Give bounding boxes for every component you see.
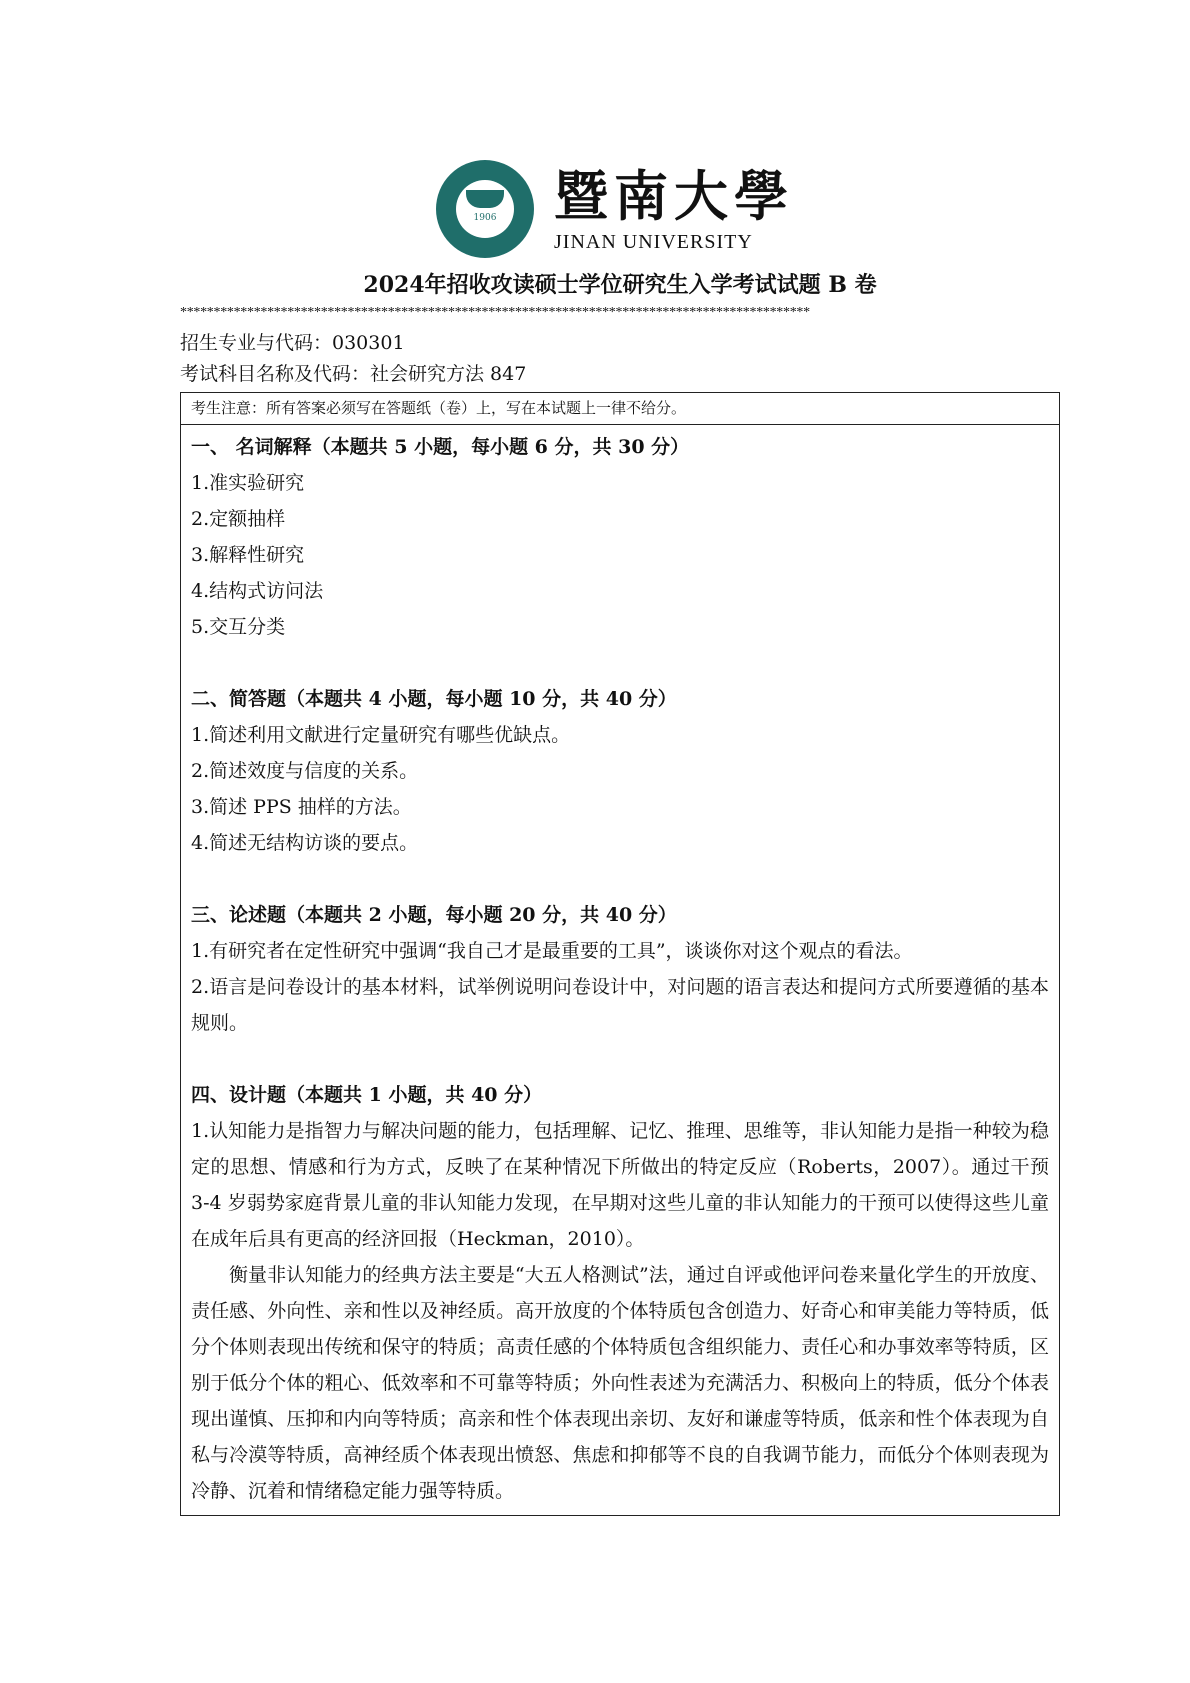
- candidate-notice: 考生注意：所有答案必须写在答题纸（卷）上，写在本试题上一律不给分。: [181, 393, 1059, 425]
- star-divider: **********************************************************************************************: [180, 305, 810, 320]
- question-item: 5.交互分类: [191, 616, 286, 638]
- question-item: 1.认知能力是指智力与解决问题的能力，包括理解、记忆、推理、思维等，非认知能力是指一种较为稳定的思想、情感和行为方式，反映了在某种情况下所做出的特定反应（Roberts，2007）。通过干预 3-4 岁弱势家庭背景儿童的非认知能力发现，在早期对这些儿童的非认知能力的干预可以使得这些儿童在成年后具有更高的经济回报（Heckman，2010）。: [191, 1120, 1049, 1250]
- logo-chinese-name: 暨南大學: [554, 164, 794, 228]
- question-item: 1.简述利用文献进行定量研究有哪些优缺点。: [191, 724, 571, 746]
- question-item: 4.结构式访问法: [191, 580, 324, 602]
- exam-title: 2024年招收攻读硕士学位研究生入学考试试题 B 卷: [363, 272, 877, 298]
- question-item: 3.解释性研究: [191, 544, 305, 566]
- question-paragraph: 衡量非认知能力的经典方法主要是“大五人格测试”法，通过自评或他评问卷来量化学生的开放度、责任感、外向性、亲和性以及神经质。高开放度的个体特质包含创造力、好奇心和审美能力等特质，低分个体则表现出传统和保守的特质；高责任感的个体特质包含组织能力、责任心和办事效率等特质，区别于低分个体的粗心、低效率和不可靠等特质；外向性表述为充满活力、积极向上的特质，低分个体表现出谨慎、压抑和内向等特质；高亲和性个体表现出亲切、友好和谦虚等特质，低亲和性个体表现为自私与冷漠等特质，高神经质个体表现出愤怒、焦虑和抑郁等不良的自我调节能力，而低分个体则表现为冷静、沉着和情绪稳定能力强等特质。: [191, 1264, 1049, 1502]
- question-item: 2.语言是问卷设计的基本材料，试举例说明问卷设计中，对问题的语言表达和提问方式所要遵循的基本规则。: [191, 976, 1049, 1034]
- question-item: 1.有研究者在定性研究中强调“我自己才是最重要的工具”，谈谈你对这个观点的看法。: [191, 940, 913, 962]
- section-heading: 一、 名词解释（本题共 5 小题，每小题 6 分，共 30 分）: [191, 436, 690, 458]
- section-heading: 四、设计题（本题共 1 小题，共 40 分）: [191, 1084, 543, 1106]
- major-code: 招生专业与代码：030301: [180, 332, 405, 354]
- question-item: 2.简述效度与信度的关系。: [191, 760, 419, 782]
- section-heading: 三、论述题（本题共 2 小题，每小题 20 分，共 40 分）: [191, 904, 677, 926]
- subject-code: 考试科目名称及代码：社会研究方法 847: [180, 363, 527, 385]
- exam-box: [180, 392, 1060, 1516]
- seal-year: 1906: [473, 213, 497, 223]
- question-item: 1.准实验研究: [191, 472, 305, 494]
- logo-english-name: JINAN UNIVERSITY: [554, 231, 753, 253]
- question-item: 4.简述无结构访谈的要点。: [191, 832, 419, 854]
- logo-text: [554, 163, 794, 255]
- university-logo: [170, 156, 1060, 262]
- section-heading: 二、简答题（本题共 4 小题，每小题 10 分，共 40 分）: [191, 688, 677, 710]
- question-item: 2.定额抽样: [191, 508, 286, 530]
- university-seal-icon: [436, 160, 534, 258]
- question-item: 3.简述 PPS 抽样的方法。: [191, 796, 412, 818]
- exam-content: [181, 425, 1059, 1515]
